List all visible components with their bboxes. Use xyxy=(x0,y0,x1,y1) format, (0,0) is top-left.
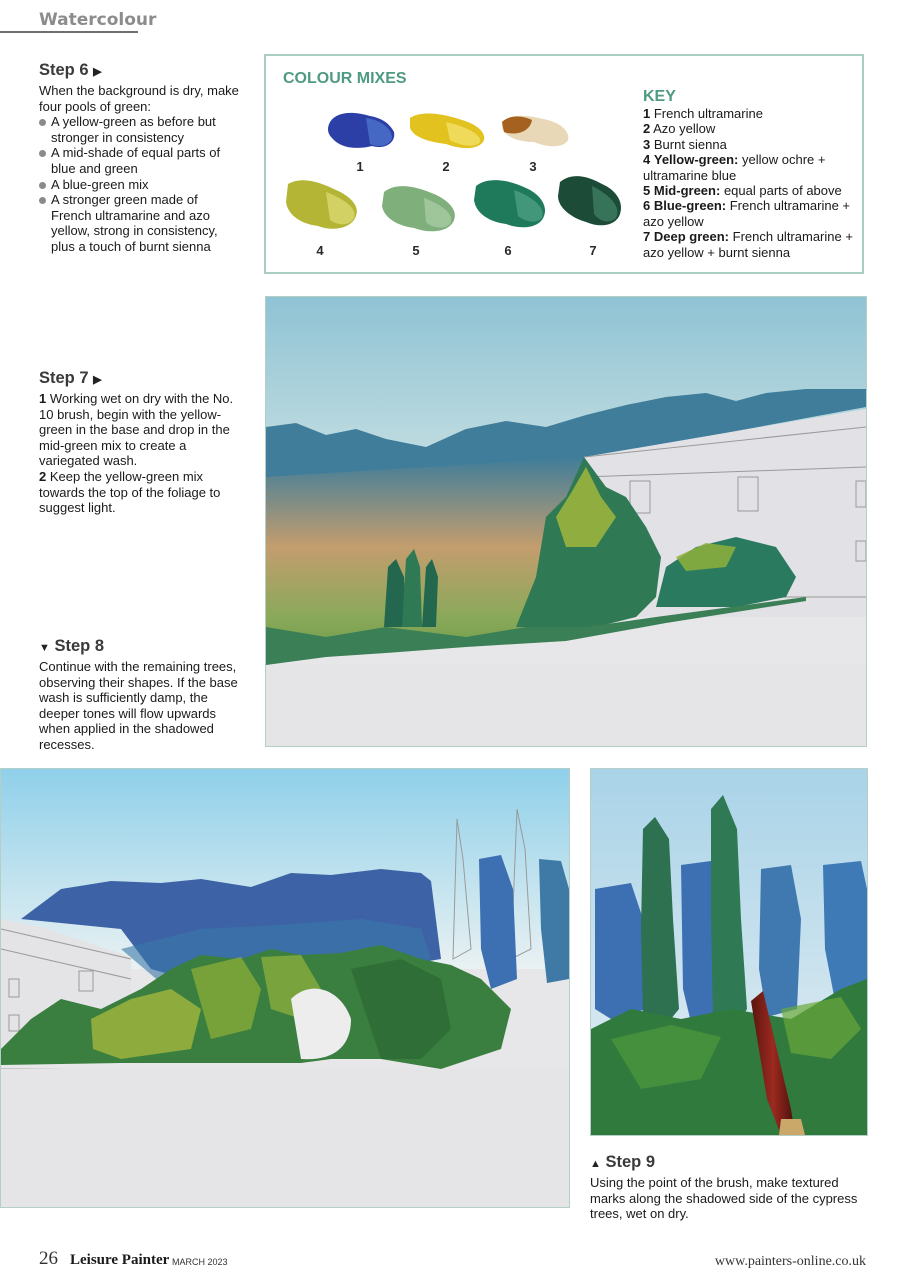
step-9-painting-photo xyxy=(590,768,868,1136)
swatch-number-3: 3 xyxy=(529,159,537,174)
magazine-name: Leisure Painter xyxy=(70,1252,170,1268)
key-title: KEY xyxy=(643,88,676,105)
bullet-item: A mid-shade of equal parts of blue and green xyxy=(39,145,239,176)
swatch-6 xyxy=(470,176,550,234)
swatch-number-7: 7 xyxy=(589,243,597,258)
swatch-number-4: 4 xyxy=(316,243,324,258)
step-8-text: Continue with the remaining trees, observing their shapes. If the base wash is sufficiently damp, the deeper tones will flow upwards when applied in the shadowed recesses. xyxy=(39,659,238,752)
swatch-7 xyxy=(554,172,626,232)
step-7-heading: Step 7 ▶ xyxy=(39,369,102,387)
issue-date: MARCH 2023 xyxy=(172,1257,228,1267)
key-item: 7 Deep green: French ultramarine + azo yellow + burnt sienna xyxy=(643,229,853,260)
section-label: Watercolour xyxy=(39,10,157,30)
swatch-number-6: 6 xyxy=(504,243,512,258)
step-7-block xyxy=(39,368,239,516)
colour-mixes-panel xyxy=(264,54,864,274)
step-9-block xyxy=(590,1152,860,1222)
website-link[interactable]: www.painters-online.co.uk xyxy=(714,1254,866,1269)
arrow-up-icon: ▲ xyxy=(590,1158,601,1170)
arrow-right-icon: ▶ xyxy=(93,66,102,78)
step-8-painting-photo xyxy=(0,768,570,1208)
section-rule xyxy=(0,31,138,33)
colour-mixes-title: COLOUR MIXES xyxy=(283,70,407,87)
key-item: 3 Burnt sienna xyxy=(643,136,727,152)
step-8-block xyxy=(39,636,239,753)
step-6-block xyxy=(39,60,239,255)
swatch-2 xyxy=(406,108,490,154)
step-9-text: Using the point of the brush, make textured marks along the shadowed side of the cypress trees, wet on dry. xyxy=(590,1175,858,1222)
bullet-item: A yellow-green as before but stronger in consistency xyxy=(39,114,239,145)
swatch-5 xyxy=(378,180,462,238)
step-6-heading: Step 6 ▶ xyxy=(39,61,102,79)
key-item: 5 Mid-green: equal parts of above xyxy=(643,183,842,199)
swatch-1 xyxy=(326,108,398,154)
key-item: 4 Yellow-green: yellow ochre + ultramarine blue xyxy=(643,152,826,183)
key-item: 2 Azo yellow xyxy=(643,121,716,137)
swatch-4 xyxy=(282,176,362,234)
step-6-bullets xyxy=(39,114,239,254)
step-7-painting-photo xyxy=(265,296,867,747)
key-item: 1 French ultramarine xyxy=(643,106,763,121)
swatch-number-5: 5 xyxy=(412,243,420,258)
bullet-item: A blue-green mix xyxy=(39,177,239,193)
bullet-item: A stronger green made of French ultramarine and azo yellow, strong in consistency, plus a touch of burnt sienna xyxy=(39,192,239,254)
page-number: 26 xyxy=(39,1248,58,1269)
step-6-intro: When the background is dry, make four pools of green: xyxy=(39,83,239,114)
swatch-3 xyxy=(498,110,574,152)
step-7-item: 1 Working wet on dry with the No. 10 brush, begin with the yellow-green in the base and drop in the mid-green mix to create a variegated wash. xyxy=(39,391,234,469)
step-7-item: 2 Keep the yellow-green mix towards the top of the foliage to suggest light. xyxy=(39,468,221,516)
key-item: 6 Blue-green: French ultramarine + azo yellow xyxy=(643,198,851,229)
step-9-heading: ▲ Step 9 xyxy=(590,1153,656,1171)
swatch-number-1: 1 xyxy=(356,159,364,174)
arrow-right-icon: ▶ xyxy=(93,374,102,386)
arrow-down-icon: ▼ xyxy=(39,642,50,654)
step-8-heading: ▼ Step 8 xyxy=(39,637,105,655)
swatch-number-2: 2 xyxy=(442,159,450,174)
colour-key xyxy=(643,88,862,260)
